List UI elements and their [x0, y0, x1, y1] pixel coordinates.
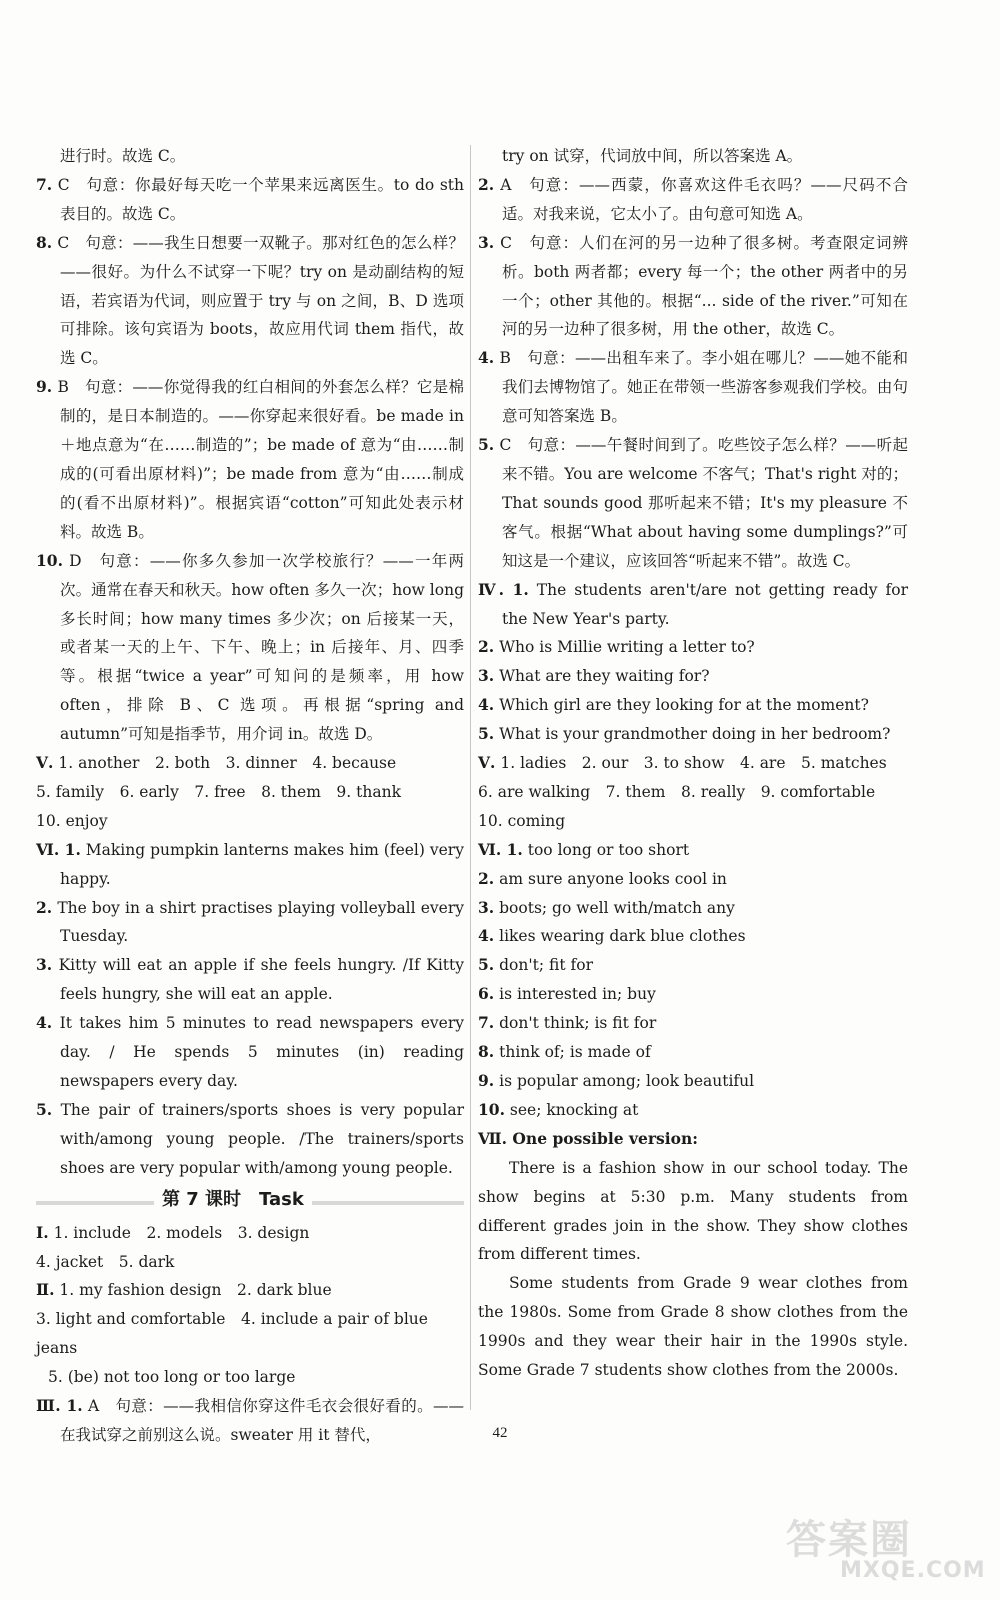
answer-line: 1. include 2. models 3. design [53, 1223, 310, 1242]
essay-paragraph-2: Some students from Grade 9 wear clothes from the 1980s. Some from Grade 8 show clothes from the 1990s and they wear their hair in the 1990s style. Some Grade 7 students show clothes from the 2000s. [478, 1274, 908, 1380]
section-6-answers [478, 836, 908, 1125]
sentence-answer [478, 576, 908, 634]
item-text: B 句意：——你觉得我的红白相间的外套怎么样？它是棉制的，是日本制造的。——你穿起来很好看。be made in＋地点意为“在……制造的”；be made of 意为“由……制成的(可看出原材料)”；be made from 意为“由……制成的(看不出原材料)”。根据宾语“cotton”可知此处表示材料。故选 B。 [57, 378, 464, 541]
sentence-answer [36, 836, 464, 894]
answer-item-10 [36, 547, 464, 749]
item-text: is interested in; buy [499, 985, 656, 1004]
page-number: 42 [492, 1425, 508, 1441]
section-label: Ⅴ. [478, 753, 496, 773]
item-text: Which girl are they looking for at the moment? [499, 696, 869, 715]
item-text: boots; go well with/match any [499, 898, 735, 917]
item-text: C 句意：——我生日想要一双靴子。那对红色的怎么样？——很好。为什么不试穿一下呢？try on 是动副结构的短语，若宾语为代词，则应置于 try 与 on 之间，B、D 选项可排除。该句宾语为 boots，故应用代词 them 指代，故选 C。 [57, 233, 464, 368]
answer-word: 1. another [58, 754, 140, 773]
phrase-answer [478, 1009, 908, 1038]
lesson-title: 第 7 课时 Task [154, 1186, 312, 1215]
item-number: 4. [478, 695, 495, 715]
item-number: 3. [36, 955, 53, 975]
task-section-2 [36, 1276, 464, 1392]
item-text: The students aren't/are not getting ready for the New Year's party. [502, 580, 909, 628]
item-number: Ⅵ. 1. [478, 839, 523, 859]
section-label: Ⅴ. [36, 753, 54, 773]
item-number: 3. [478, 232, 495, 252]
answer-line: 5. (be) not too long or too large [48, 1368, 296, 1387]
answer-line: 1. ladies 2. our 3. to show 4. are 5. matches [500, 754, 887, 773]
item-number: 3. [478, 666, 495, 686]
item-text: likes wearing dark blue clothes [499, 927, 746, 946]
item-text: A 句意：——西蒙，你喜欢这件毛衣吗？——尺码不合适。对我来说，它太小了。由句意可知选 A。 [500, 175, 908, 223]
section-5-answers [478, 749, 908, 836]
phrase-answer [478, 951, 908, 980]
sentence-answer [36, 1096, 464, 1183]
item-text: The pair of trainers/sports shoes is very popular with/among young people. /The trainers/sports shoes are very popular with/among young people. [60, 1100, 464, 1177]
watermark-url: MXQE.COM [840, 1558, 986, 1583]
answer-word: 5. family [36, 782, 105, 801]
sentence-answer [478, 691, 908, 720]
sentence-answer [478, 662, 908, 691]
answer-item-7 [36, 171, 464, 229]
answer-word: 9. thank [336, 782, 401, 801]
answer-word: 3. dinner [225, 754, 297, 773]
answer-line: 4. jacket 5. dark [36, 1252, 175, 1271]
item-number: Ⅵ. 1. [36, 839, 81, 859]
sentence-answer [478, 720, 908, 749]
item-number: 7. [478, 1013, 495, 1033]
item-number: 4. [36, 1013, 53, 1033]
answer-item-5 [478, 431, 908, 576]
item-number: 2. [478, 637, 495, 657]
item-number: Ⅲ. 1. [36, 1396, 83, 1416]
item-text: What are they waiting for? [499, 667, 710, 686]
sentence-answer [36, 1009, 464, 1096]
answer-word: 7. free [194, 782, 246, 801]
right-column [478, 142, 908, 1385]
answer-item-8 [36, 229, 464, 374]
item-number: 2. [478, 868, 495, 888]
section-7-label: Ⅶ. One possible version: [478, 1128, 698, 1148]
phrase-answer [478, 894, 908, 923]
phrase-answer [478, 922, 908, 951]
item-text: It takes him 5 minutes to read newspapers every day. / He spends 5 minutes (in) reading newspapers every day. [59, 1014, 464, 1090]
phrase-answer [478, 865, 908, 894]
section-4-answers [478, 576, 908, 749]
item-text: think of; is made of [499, 1043, 651, 1062]
item-text: What is your grandmother doing in her bedroom? [499, 725, 891, 744]
item-text: am sure anyone looks cool in [499, 869, 727, 888]
item-text: B 句意：——出租车来了。李小姐在哪儿？——她不能和我们去博物馆了。她正在带领一些游客参观我们学校。由句意可知答案选 B。 [499, 349, 908, 426]
answer-word: 6. early [119, 782, 179, 801]
section-label: Ⅰ. [36, 1222, 49, 1242]
item-text: don't; fit for [499, 956, 593, 975]
answer-line: 3. light and comfortable 4. include a pair of blue jeans [36, 1310, 428, 1358]
answer-line: 1. my fashion design 2. dark blue [59, 1281, 332, 1300]
phrase-answer [478, 1038, 908, 1067]
answer-line: 6. are walking 7. them 8. really 9. comfortable [478, 782, 876, 801]
item-number: 4. [478, 348, 495, 368]
phrase-answer [478, 836, 908, 865]
item-number: 10. [478, 1099, 505, 1119]
answer-word: 4. because [312, 754, 397, 773]
item-text: Kitty will eat an apple if she feels hungry. /If Kitty feels hungry, she will eat an apple. [58, 956, 464, 1004]
item-text: C 句意：人们在河的另一边种了很多树。考查限定词辨析。both 两者都；every 每一个；the other 两者中的另一个；other 其他的。根据“... side of the river.”可知在河的另一边种了很多树，用 the other，故选 C。 [500, 233, 908, 339]
section-6-answers [36, 836, 464, 1183]
item-text: C 句意：——午餐时间到了。吃些饺子怎么样？——听起来不错。You are welcome 不客气；That's right 对的；That sounds good 那听起来不错；It's my pleasure 不客气。根据“What about having some dumplings?”可知这是一个建议，应该回答“听起来不错”。故选 C。 [499, 436, 908, 570]
lesson-heading [36, 1185, 464, 1219]
phrase-answer [478, 980, 908, 1009]
item-number: 7. [36, 174, 53, 194]
item-number: 2. [478, 174, 495, 194]
answer-word: 8. them [261, 782, 321, 801]
answer-item-4 [478, 344, 908, 431]
section-label: Ⅱ. [36, 1280, 55, 1300]
item-text: Who is Millie writing a letter to? [499, 638, 755, 657]
essay-paragraph-1: There is a fashion show in our school today. The show begins at 5:30 p.m. Many students from different grades join in the show. They show clothes from different times. [478, 1158, 908, 1264]
answer-continuation: 进行时。故选 C。 [60, 147, 186, 165]
watermark-logo [782, 1508, 986, 1588]
task-section-1 [36, 1219, 464, 1277]
item-number: 8. [36, 232, 53, 252]
answer-word: 2. both [154, 754, 211, 773]
answer-item-3 [478, 229, 908, 345]
item-number: 5. [478, 435, 495, 455]
item-text: Making pumpkin lanterns makes him (feel) very happy. [60, 840, 464, 888]
item-number: 6. [478, 984, 495, 1004]
item-text: don't think; is fit for [499, 1014, 657, 1033]
watermark-text: 答案圈 [786, 1517, 912, 1563]
item-number: 5. [478, 724, 495, 744]
item-number: 8. [478, 1042, 495, 1062]
item-number: 9. [478, 1071, 495, 1090]
item-text: is popular among; look beautiful [499, 1072, 755, 1090]
item-text: see; knocking at [509, 1100, 639, 1119]
item-number: 3. [478, 897, 495, 917]
answer-item-9 [36, 373, 464, 546]
answer-word: 10. enjoy [36, 811, 108, 830]
item-number: 5. [36, 1099, 53, 1119]
item-number: 9. [36, 377, 53, 397]
item-text: D 句意：——你多久参加一次学校旅行？——一年两次。通常在春天和秋天。how often 多久一次；how long 多长时间；how many times 多少次；on 后接某一天，或者某一天的上午、下午、晚上；in 后接年、月、四季等。根据“twice a year”可知问的是频率，用 how often，排除 B、C 选项。再根据“spring and autumn”可知是指季节，用介词 in。故选 D。 [60, 551, 464, 744]
item-number: 10. [36, 550, 63, 570]
item-text: A 句意：——我相信你穿这件毛衣会很好看的。——在我试穿之前别这么说。sweater 用 it 替代， [60, 1397, 464, 1444]
sentence-answer [36, 894, 464, 952]
sentence-answer [478, 633, 908, 662]
column-divider [470, 145, 471, 1410]
item-text: The boy in a shirt practises playing volleyball every Tuesday. [57, 898, 464, 946]
phrase-answer [478, 1096, 908, 1125]
item-text: too long or too short [527, 840, 690, 859]
answer-item-2 [478, 171, 908, 229]
sentence-answer [36, 951, 464, 1009]
phrase-answer [478, 1067, 908, 1096]
item-number: 5. [478, 955, 495, 975]
left-column [36, 142, 464, 1450]
item-number: 4. [478, 926, 495, 946]
answer-line: 10. coming [478, 811, 566, 830]
answer-continuation: try on 试穿，代词放中间，所以答案选 A。 [502, 147, 803, 165]
item-number: 2. [36, 897, 53, 917]
item-text: C 句意：你最好每天吃一个苹果来远离医生。to do sth 表目的。故选 C。 [57, 175, 464, 223]
item-number: Ⅳ. 1. [478, 579, 529, 599]
section-5-answers [36, 749, 464, 836]
